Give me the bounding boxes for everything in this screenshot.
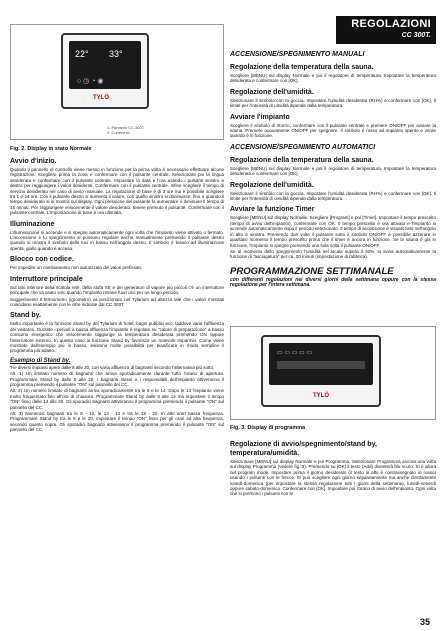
text-reg-umidita-2: Selezionare il simbolo con la goccia. Impostare l'umidità desiderata (RH%) e confermare con [OK]. Il limite per l'intensità di umidità dipende dalla temperatura. (230, 190, 436, 202)
text-suggerimenti: Suggerimenti! Il termometro (igrometro) va posizionato nel Tylarium ad altezza tale che i valori mostrati coincidano esattamente con le cifre indicate dal CC 300T. (10, 296, 224, 307)
program-screen-bar (277, 361, 365, 369)
heading-avvio: Avvio d'inizio. (10, 158, 57, 165)
heading-programmazione: PROGRAMMAZIONE SETTIMANALE (230, 265, 394, 277)
heading-reg-umidita: Regolazione dell'umidità. (230, 88, 314, 96)
heading-manual: ACCENSIONE/SPEGNIMENTO MANUALI (230, 51, 365, 58)
heading-interruttore: Interruttore principale (10, 275, 83, 283)
text-interruttore: Sul lato inferiore della scatola relè, della stufa SE e dei generatori di vapore più piccoli c'è un interruttore principale che va usato solo quando l'impianto rimane fuori uso per un lungo periodo. (10, 284, 224, 296)
heading-illuminazione: Illuminazione (10, 220, 55, 228)
heading-reg-avvio: Regolazione di avvio/spegnimento/stand by, temperatura/umidità. (230, 441, 377, 457)
page-title: REGOLAZIONI (351, 18, 431, 30)
text-blocco: Per impedire un cambiamento non autorizzato dei valori prefissati. (10, 265, 142, 271)
text-reg-temp: Scegliere [MENU] sul display Normale e poi il regolatore di temperatura. Impostare la temperatura desiderata e confermare con [OK]. (230, 73, 436, 84)
brand-logo-2: TYLÖ (313, 393, 329, 399)
text-alt3: Alt. 3) Numerosi bagnanti tra le 8 - 10, le 13 - 14 e tra le 18 - 20. In altri orari bassa frequenza. Programmare Stand by tra le 8 e le 20, impostare il tempo "ON" fisso per gli orari ad alta frequenza, secondo quanto sopra. Gli sporadici bagnanti attiveranno il programma premendo il pulsante "ON" sul pannello del CC. (10, 411, 224, 433)
control-panel-device (61, 33, 149, 109)
heading-standby: Stand by. (10, 312, 41, 320)
display-screen (69, 41, 141, 89)
text-timer: Scegliere [MENU] sul display Normale. Scegliere [Program] e poi [Timer]. Impostare il tempo prescelto (tempo di avvio dell'impianto), confermare con OK. Il tempo prescelto è ora attivato e l'impianto si accende automaticamente dopo il periodo selezionato. Il tempo di accensione è visualizzato nell'angolo in alto a sinistra. Premendo due volte il pulsante sotto il simbolo ON/OFF è possibile azzerare in qualsiasi momento il tempo prescelto prima che il timer è ancora in funzione. Se la sauna è già in funzione, l'impianto si spegne premendo una sola volta il pulsante ON/OFF. (230, 215, 436, 248)
left-column (10, 153, 224, 433)
figure-note: 1. Pannello CC 300T 2. Coperchio (107, 125, 145, 135)
section-title-bar (336, 16, 436, 44)
right-column-bottom (230, 436, 436, 497)
heading-avviare: Avviare l'impianto (230, 113, 290, 121)
program-panel-device (261, 335, 381, 407)
text-alt2: Alt. 2) Un numero limitato di bagnanti arriva sporadicamente tra le 8 e le 14. Dopo le 14 l'impianto viene molto frequentato fino all'ora di chiusura. Programmare Stand by dalle 8 alle 14 ma impostare il tempo "ON" fisso dalle 14 alle 20. Gli sporadici bagnanti attiveranno il programma premendo il pulsante "ON" sul pannello del CC. (10, 388, 224, 410)
page-number: 35 (420, 617, 431, 627)
text-alt1: Alt. 1) Un limitato numero di bagnanti che arriva sporadicamente durante tutto l'orario di apertura. Programmare Stand by dalle 8 alle 20. I bagnanti stessi o i responsabili dell'impianto attiveranno il programma premendo il pulsante "ON" sul pannello del CC. (10, 371, 224, 387)
heading-esempio: Esempio di Stand by. (10, 357, 71, 364)
temp-current: 22° (75, 49, 89, 59)
heading-blocco: Blocco con codice. (10, 256, 74, 264)
text-programmazione-sub: con differenti regolazioni nei diversi giorni della settimana oppure con la stessa regolazione per l'intera settimana. (230, 276, 436, 289)
heading-reg-umidita-2: Regolazione dell'umidità. (230, 181, 314, 189)
heading-timer: Avviare la funzione Timer (230, 206, 315, 214)
temp-set: 33° (109, 49, 123, 59)
heading-reg-temp: Regolazione della temperatura della sauna. (230, 64, 374, 71)
text-avvio: Quando il pannello di controllo viene messo in funzione per la prima volta è necessario effettuare alcune registrazioni. Scegliere prima la zona e confermare con il pulsante centrale. Selezionare poi la lingua desiderata e confermare con il pulsante centrale. Impostare la data e l'ora usando i pulsanti sinistro e destro per raggiungere i valori desiderati. Confermare con il pulsante centrale. Infine scegliere il tempo di servizio desiderato nel caso di avvio manuale. La regolazione di base è di 3 ore ma è possibile scegliere tra 1 e 24 ore. Con il pulsante destro si aumenta il valore, con quello sinistro si diminuisce, fino a quando il tempo desiderato si in mostra sul display. Ogni pressione del pulsante fa aumentare o diminuire il tempo di 15 minuti. Per raggiungere velocemente il valore desiderato, tenere premuto il pulsante. Confermare con il pulsante centrale. L'impostazione di base è ora ultimata. (10, 167, 224, 216)
text-esempio: Tre diversi impianti aperti dalle 8 alle 20, con varia affluenza di bagnanti secondo l'alternativa più sotto. (10, 364, 215, 370)
heading-automatic: ACCENSIONE/SPEGNIMENTO AUTOMATICI (230, 143, 376, 151)
text-timer-2: Se al momento dello spegnimento l'umidità nel locale supera il 30%, si avvia automaticamente la funzione di "asciugatura" per ca. 20 minuti (impostazione di fabbrica). (230, 248, 436, 260)
heading-reg-temp-2: Regolazione della temperatura della sauna. (230, 156, 374, 164)
figure-3-caption: Fig. 3. Display di programma (230, 425, 306, 431)
text-illuminazione: L'illuminazione si accende e si spegne automaticamente ogni volta che l'impianto viene attivato o fermato. L'accensione e lo spegnimento si possono regolare anche manualmente premendo il pulsante destro quando si mostra il simbolo delle luci in basso nell'angolo destro. Il simbolo è bianco ad illuminazione spenta, giallo quando è accesa. (10, 229, 224, 251)
page-subtitle: CC 300T. (401, 32, 431, 39)
figure-2-caption: Fig. 2. Display in stato Normale (10, 146, 92, 152)
brand-logo: TYLÖ (93, 95, 109, 101)
figure-3-display (230, 326, 436, 420)
program-screen-icons: ▭ ▭ ▭ ▭ ▭ (277, 350, 313, 356)
text-reg-avvio: Selezionare [MENU] sul display Normale e poi Programma. Selezionare Programma ancora una volta sul display Programma (vedere fig. 3). Premendo su [OK] il testo (Add) diventerà blu scuro. Si è allora nel program mode. Impostare prima il giorno desiderato (il testo in alto è contrassegnato in rosso) usando i pulsanti con le frecce. Si può scegliere ogni giorno separatamente ma anche direttamente lunedì-domenica (per impostare la stessa regolazione tutti i giorni della settimana), lunedì-venerdì oppure sabato-domenica. Confermare con [OK]. Impostare poi l'orario di avvio dell'impianto. Ogni volta che si premono i pulsanti con le (230, 459, 436, 497)
program-screen (269, 343, 373, 385)
text-standby: Molto importante è la funzione Stand by del Tylarium di hotel, bagni pubblici ecc. laddove varia l'affluenza dei visitatori. Durante i periodi a bassa affluenza l'impianto è regolato su "calore di preparazione" a basso consumo energetico che velocemente raggiunge la temperatura desiderata premendo ON oppure l'interruttore esterno. In questo caso la funzione Stand by favorisce un notevole risparmio. Come viene mostrato dall'esempio più in basso, esistono molte possibilità per pianificare in modo semplice il programma più adatto. (10, 321, 224, 354)
text-reg-temp-2: Scegliere [MENU] sul display Normale e poi il regolatore di temperatura. Impostare la temperatura desiderata e confermare con [OK]. (230, 165, 436, 177)
status-icons: ○ ◷ ◔ ◉ (77, 78, 104, 85)
right-column (230, 46, 436, 289)
text-avviare: Scegliere il simbolo di ritorno, confermare con il pulsante centrale e premere ON/OFF per avviare la sauna. Premere nuovamente ON/OFF per spegnere. Il simbolo è rosso ad impianto spento e verde quando è in funzione. (230, 122, 436, 139)
figure-2-display (10, 24, 224, 140)
text-reg-umidita: Selezionare il simbolo con la goccia. Impostare l'umidità desiderata (RH%) e confermare con [OK]. Il limite per l'intensità di umidità dipende dalla temperatura. (230, 97, 436, 109)
